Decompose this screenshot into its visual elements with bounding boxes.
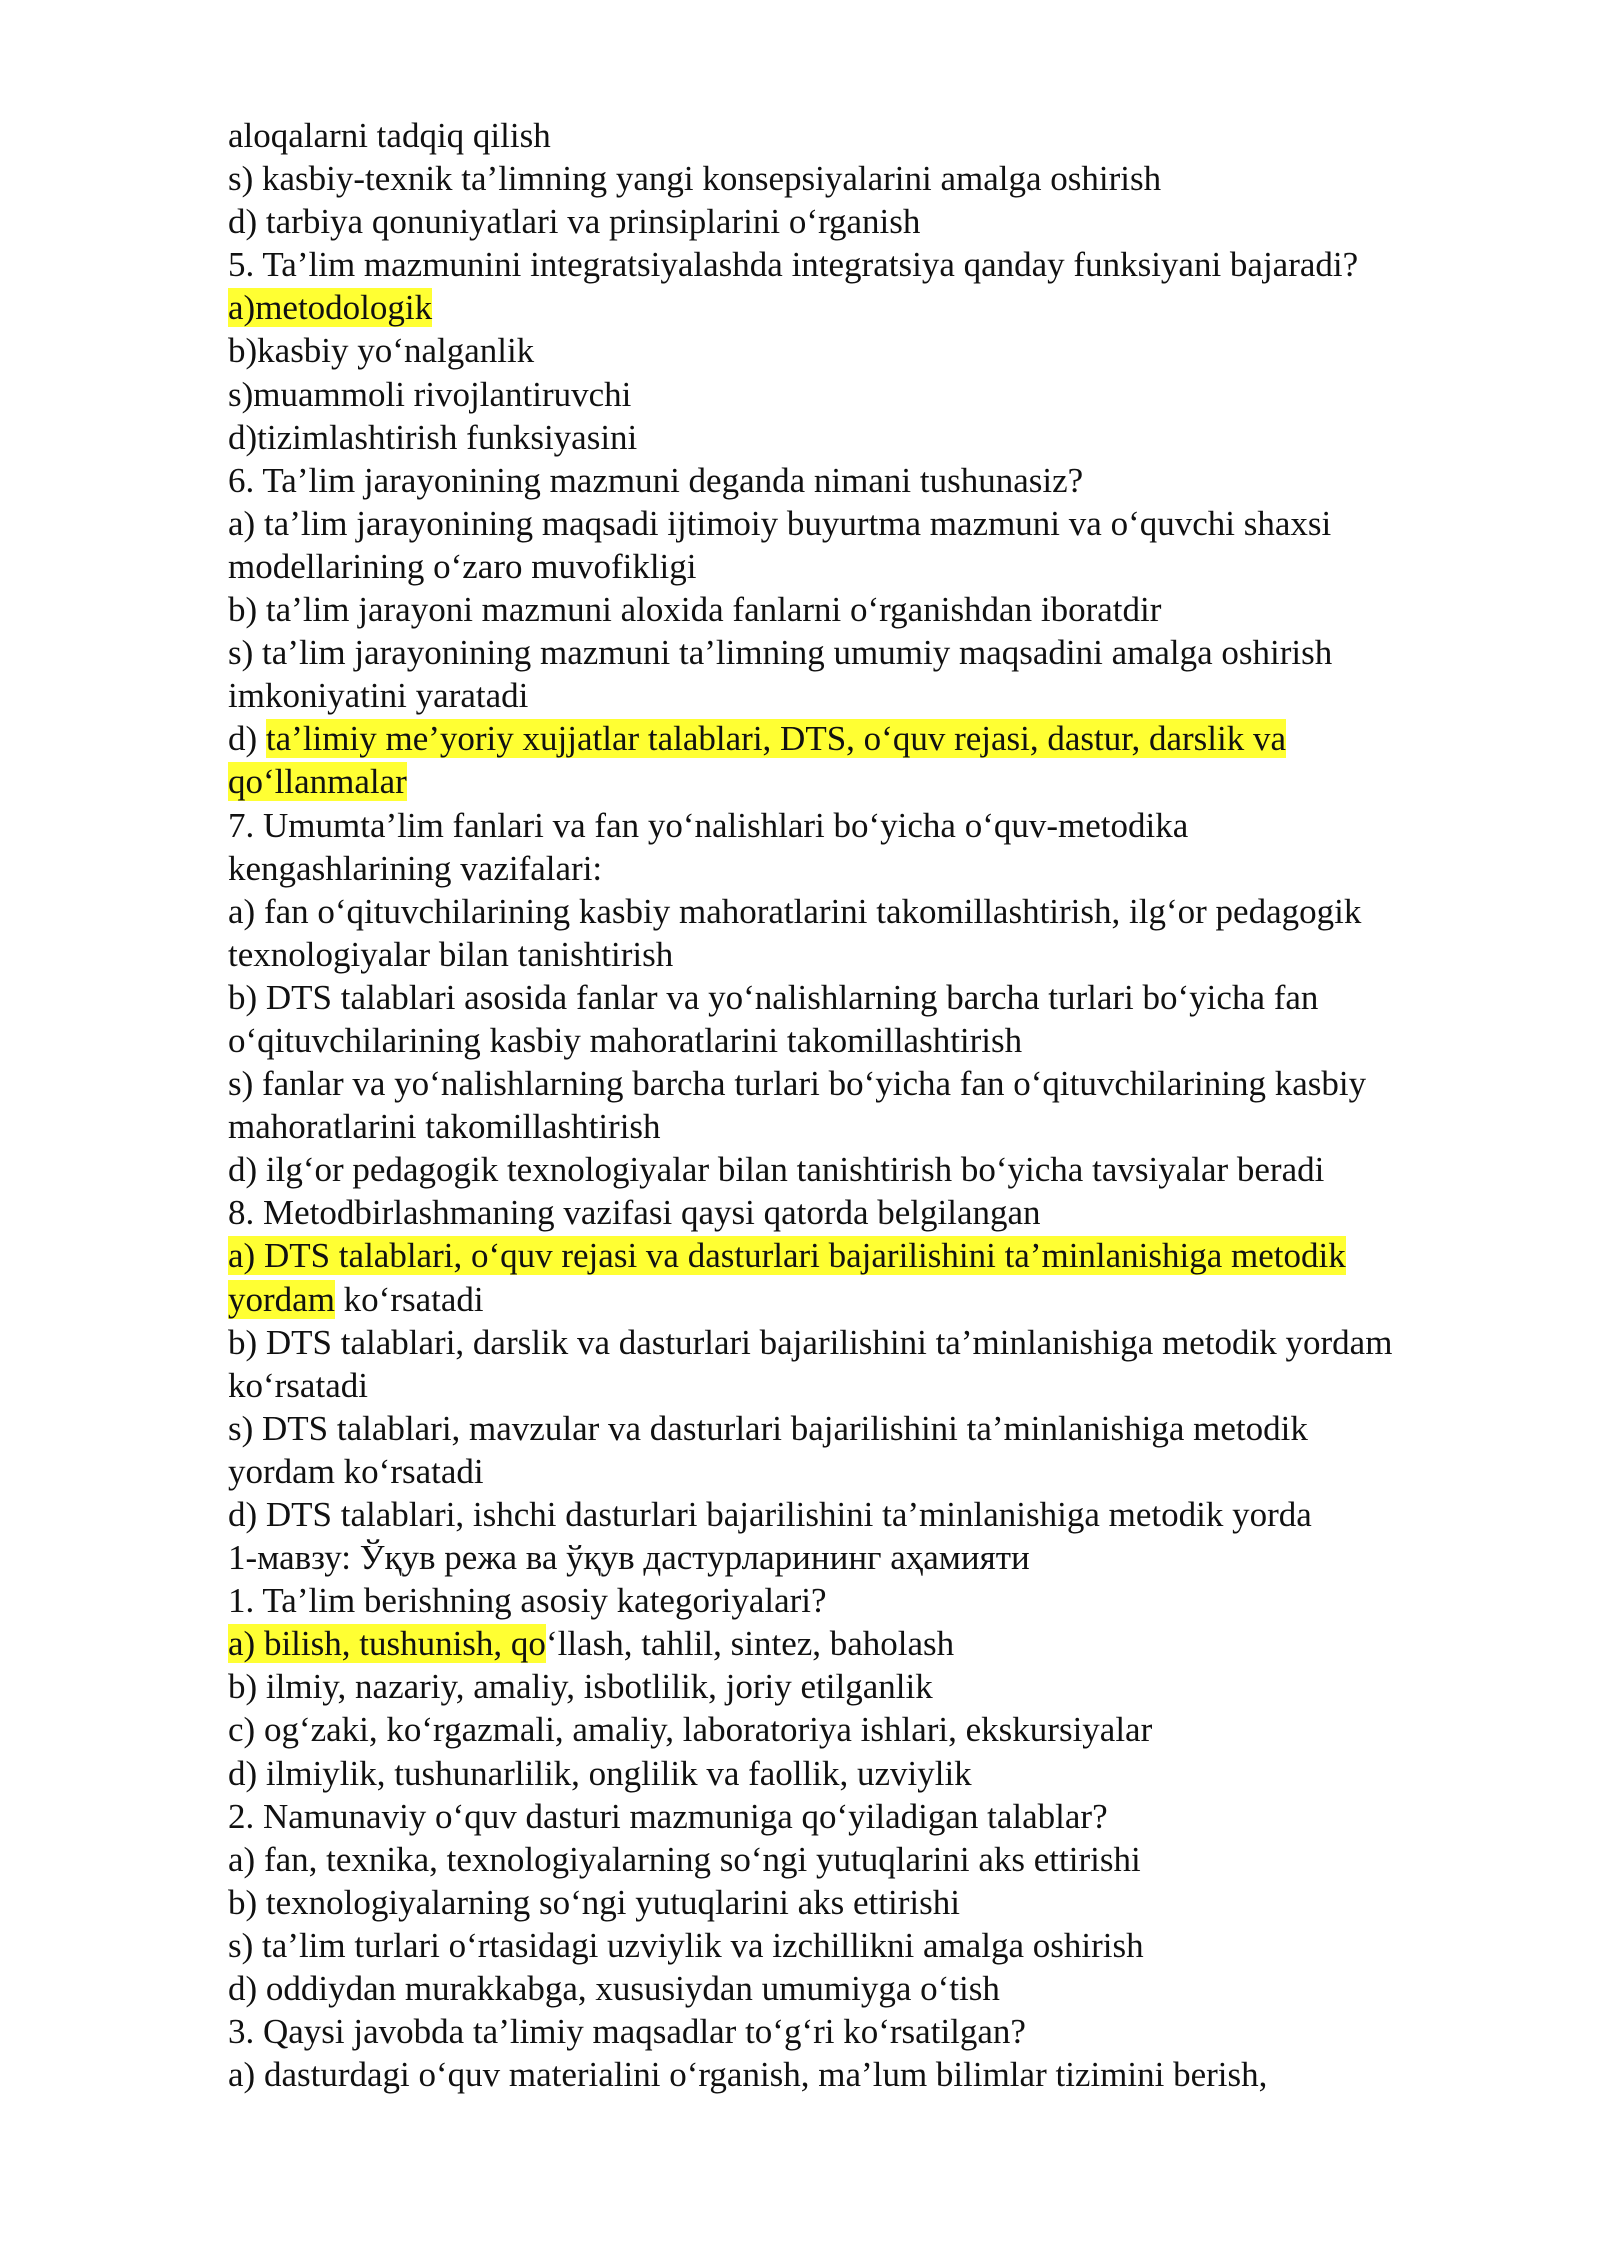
text-segment: mahoratlarini takomillashtirish [228, 1107, 661, 1147]
text-segment: s) kasbiy-texnik ta’limning yangi konsepsiyalarini amalga oshirish [228, 159, 1162, 199]
text-segment: imkoniyatini yaratadi [228, 676, 529, 716]
text-line [228, 890, 1528, 933]
text-segment: d)tizimlashtirish funksiyasini [228, 417, 638, 457]
text-line [228, 286, 1528, 329]
highlighted-text: a) bilish, tushunish, qo [228, 1624, 546, 1664]
text-line [228, 1622, 1528, 1665]
text-line [228, 1019, 1528, 1062]
text-segment: b)kasbiy yo‘nalganlik [228, 331, 535, 371]
text-segment: d) ilmiylik, tushunarlilik, onglilik va faollik, uzviylik [228, 1753, 972, 1793]
text-segment: d) DTS talablari, ishchi dasturlari bajarilishini ta’minlanishiga metodik yorda [228, 1495, 1312, 1534]
text-segment: 2. Namunaviy o‘quv dasturi mazmuniga qo‘yiladigan talablar? [228, 1796, 1108, 1836]
text-segment: b) DTS talablari asosida fanlar va yo‘nalishlarning barcha turlari bo‘yicha fan [228, 977, 1319, 1017]
text-segment: a) fan o‘qituvchilarining kasbiy mahoratlarini takomillashtirish, ilg‘or pedagogik [228, 891, 1362, 931]
text-segment: o‘qituvchilarining kasbiy mahoratlarini takomillashtirish [228, 1020, 1023, 1060]
text-segment: s) ta’lim jarayonining mazmuni ta’limning umumiy maqsadini amalga oshirish [228, 633, 1333, 673]
text-line [228, 416, 1528, 459]
text-segment: d) tarbiya qonuniyatlari va prinsiplarini o‘rganish [228, 202, 921, 242]
text-segment: b) texnologiyalarning so‘ngi yutuqlarini aks ettirishi [228, 1882, 960, 1922]
text-line [228, 1579, 1528, 1622]
text-segment: modellarining o‘zaro muvofikligi [228, 546, 697, 586]
highlighted-text: ta’limiy me’yoriy xujjatlar talablari, DTS, o‘quv rejasi, dastur, darslik va [265, 719, 1287, 759]
text-line [228, 1234, 1528, 1277]
text-line [228, 243, 1528, 286]
text-line [228, 1838, 1528, 1881]
text-segment: s) ta’lim turlari o‘rtasidagi uzviylik va izchillikni amalga oshirish [228, 1925, 1144, 1965]
text-segment: 6. Ta’lim jarayonining mazmuni deganda nimani tushunasiz? [228, 460, 1084, 500]
text-line [228, 373, 1528, 416]
text-line [228, 847, 1528, 890]
text-line [228, 1924, 1528, 1967]
text-line [228, 717, 1528, 760]
text-line [228, 2053, 1528, 2096]
text-segment: c) og‘zaki, ko‘rgazmali, amaliy, laboratoriya ishlari, ekskursiyalar [228, 1710, 1153, 1750]
text-segment: 8. Metodbirlashmaning vazifasi qaysi qatorda belgilangan [228, 1193, 1041, 1233]
text-segment: a) ta’lim jarayonining maqsadi ijtimoiy buyurtma mazmuni va o‘quvchi shaxsi [228, 503, 1332, 543]
text-line [228, 976, 1528, 1019]
text-segment: 1-мавзу: Ўқув режа ва ўқув дастурларининг аҳамияти [228, 1538, 1030, 1578]
document-page [228, 114, 1528, 2096]
text-line [228, 502, 1528, 545]
text-segment: 7. Umumta’lim fanlari va fan yo‘nalishlari bo‘yicha o‘quv-metodika [228, 805, 1189, 845]
text-line [228, 2010, 1528, 2053]
text-line [228, 588, 1528, 631]
text-line [228, 1665, 1528, 1708]
text-segment: 1. Ta’lim berishning asosiy kategoriyalari? [228, 1581, 827, 1621]
text-segment: kengashlarining vazifalari: [228, 848, 603, 888]
text-line [228, 1881, 1528, 1924]
text-line [228, 114, 1528, 157]
text-segment: b) DTS talablari, darslik va dasturlari bajarilishini ta’minlanishiga metodik yordam [228, 1322, 1393, 1362]
text-line [228, 1450, 1528, 1493]
highlighted-text: a) DTS talablari, o‘quv rejasi va dasturlari bajarilishini ta’minlanishiga metodik [228, 1236, 1346, 1276]
text-line [228, 1105, 1528, 1148]
text-line [228, 631, 1528, 674]
text-line [228, 1407, 1528, 1450]
text-line [228, 674, 1528, 717]
text-line [228, 459, 1528, 502]
text-line [228, 1536, 1528, 1579]
text-line [228, 1191, 1528, 1234]
highlighted-text: a)metodologik [228, 288, 433, 328]
text-segment: a) dasturdagi o‘quv materialini o‘rganish, ma’lum bilimlar tizimini berish, [228, 2055, 1268, 2095]
text-line [228, 545, 1528, 588]
text-segment: d) [228, 719, 266, 759]
text-line [228, 1364, 1528, 1407]
text-segment: a) fan, texnika, texnologiyalarning so‘ngi yutuqlarini aks ettirishi [228, 1839, 1141, 1879]
text-segment: aloqalarni tadqiq qilish [228, 116, 551, 155]
text-line [228, 760, 1528, 803]
text-line [228, 1062, 1528, 1105]
text-segment: s) DTS talablari, mavzular va dasturlari bajarilishini ta’minlanishiga metodik [228, 1408, 1308, 1448]
text-segment: 5. Ta’lim mazmunini integratsiyalashda integratsiya qanday funksiyani bajaradi? [228, 245, 1359, 285]
text-segment: yordam ko‘rsatadi [228, 1451, 484, 1491]
highlighted-text: qo‘llanmalar [228, 762, 407, 802]
text-segment: d) ilg‘or pedagogik texnologiyalar bilan tanishtirish bo‘yicha tavsiyalar beradi [228, 1150, 1325, 1190]
text-segment: s)muammoli rivojlantiruvchi [228, 374, 632, 414]
text-segment: ko‘rsatadi [228, 1365, 368, 1405]
text-line [228, 1148, 1528, 1191]
text-line [228, 804, 1528, 847]
text-segment: texnologiyalar bilan tanishtirish [228, 934, 674, 974]
text-line [228, 1321, 1528, 1364]
text-segment: ko‘rsatadi [334, 1279, 484, 1319]
highlighted-text: yordam [228, 1279, 335, 1319]
text-segment: d) oddiydan murakkabga, xususiydan umumiyga o‘tish [228, 1969, 1000, 2009]
text-line [228, 933, 1528, 976]
text-segment: 3. Qaysi javobda ta’limiy maqsadlar to‘g‘ri ko‘rsatilgan? [228, 2012, 1026, 2052]
text-line [228, 1967, 1528, 2010]
text-line [228, 329, 1528, 372]
text-line [228, 1493, 1528, 1536]
text-segment: ‘llash, tahlil, sintez, baholash [545, 1624, 955, 1664]
text-line [228, 1278, 1528, 1321]
text-segment: s) fanlar va yo‘nalishlarning barcha turlari bo‘yicha fan o‘qituvchilarining kasbiy [228, 1064, 1367, 1104]
text-segment: b) ilmiy, nazariy, amaliy, isbotlilik, joriy etilganlik [228, 1667, 933, 1707]
text-segment: b) ta’lim jarayoni mazmuni aloxida fanlarni o‘rganishdan iboratdir [228, 590, 1162, 630]
text-line [228, 1752, 1528, 1795]
text-line [228, 200, 1528, 243]
text-line [228, 1795, 1528, 1838]
text-line [228, 157, 1528, 200]
text-line [228, 1708, 1528, 1751]
